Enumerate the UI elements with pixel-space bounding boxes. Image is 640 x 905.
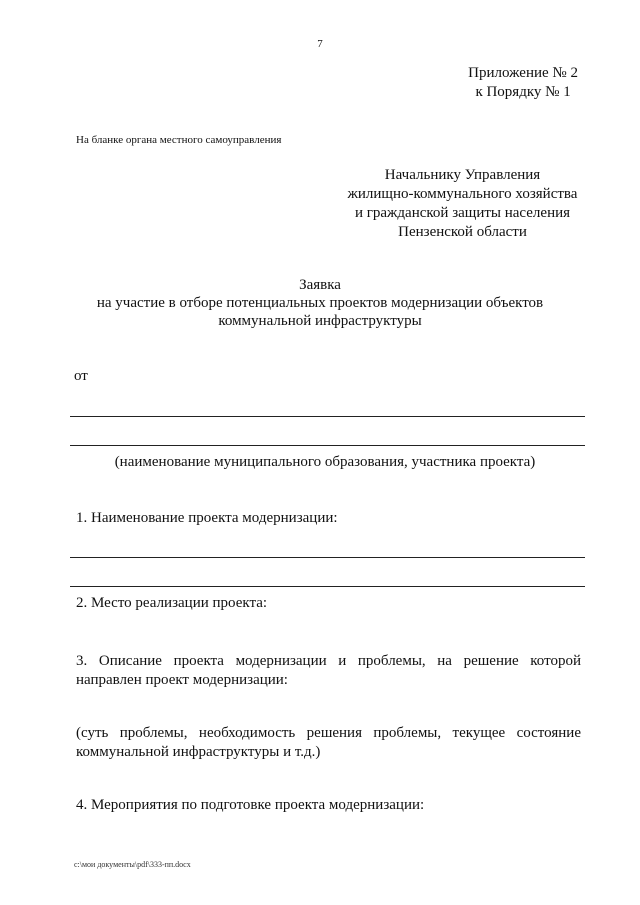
appendix-line-1: Приложение № 2 xyxy=(468,65,578,81)
from-label: от xyxy=(74,368,88,384)
page-number: 7 xyxy=(317,38,323,50)
section-3-hint-line-1: (суть проблемы, необходимость решения проблемы, текущее состояние xyxy=(76,725,581,741)
section-3-hint-line-2: коммунальной инфраструктуры и т.д.) xyxy=(76,744,321,760)
addressee-line-3: и гражданской защиты населения xyxy=(354,205,571,221)
letterhead-note: На бланке органа местного самоуправления xyxy=(76,134,282,146)
addressee-line-1: Начальнику Управления xyxy=(384,167,541,183)
title-line-1: Заявка xyxy=(299,277,341,293)
section-1-fill-line-1 xyxy=(70,557,585,558)
title-line-3: коммунальной инфраструктуры xyxy=(218,313,422,329)
addressee-line-2: жилищно-коммунального хозяйства xyxy=(347,186,578,202)
section-3-line-1: 3. Описание проекта модернизации и проблемы, на решение которой xyxy=(76,653,581,669)
appendix-reference xyxy=(468,64,578,102)
section-3-heading xyxy=(76,652,581,690)
section-2-heading: 2. Место реализации проекта: xyxy=(76,595,268,611)
addressee-line-4: Пензенской области xyxy=(398,224,527,240)
section-3-line-2: направлен проект модернизации: xyxy=(76,672,288,688)
footer-file-path: c:\мои документы\pdf\333-пп.docx xyxy=(74,860,191,869)
applicant-fill-line-2 xyxy=(70,445,585,446)
applicant-fill-line-1 xyxy=(70,416,585,417)
section-3-hint xyxy=(76,724,581,762)
section-1-fill-line-2 xyxy=(70,586,585,587)
application-title xyxy=(60,276,580,330)
applicant-caption: (наименование муниципального образования, участника проекта) xyxy=(114,454,536,470)
section-4-heading: 4. Мероприятия по подготовке проекта модернизации: xyxy=(76,797,425,813)
appendix-line-2: к Порядку № 1 xyxy=(475,84,571,100)
section-1-heading: 1. Наименование проекта модернизации: xyxy=(76,510,338,526)
title-line-2: на участие в отборе потенциальных проектов модернизации объектов xyxy=(96,295,544,311)
addressee-block xyxy=(330,166,595,242)
